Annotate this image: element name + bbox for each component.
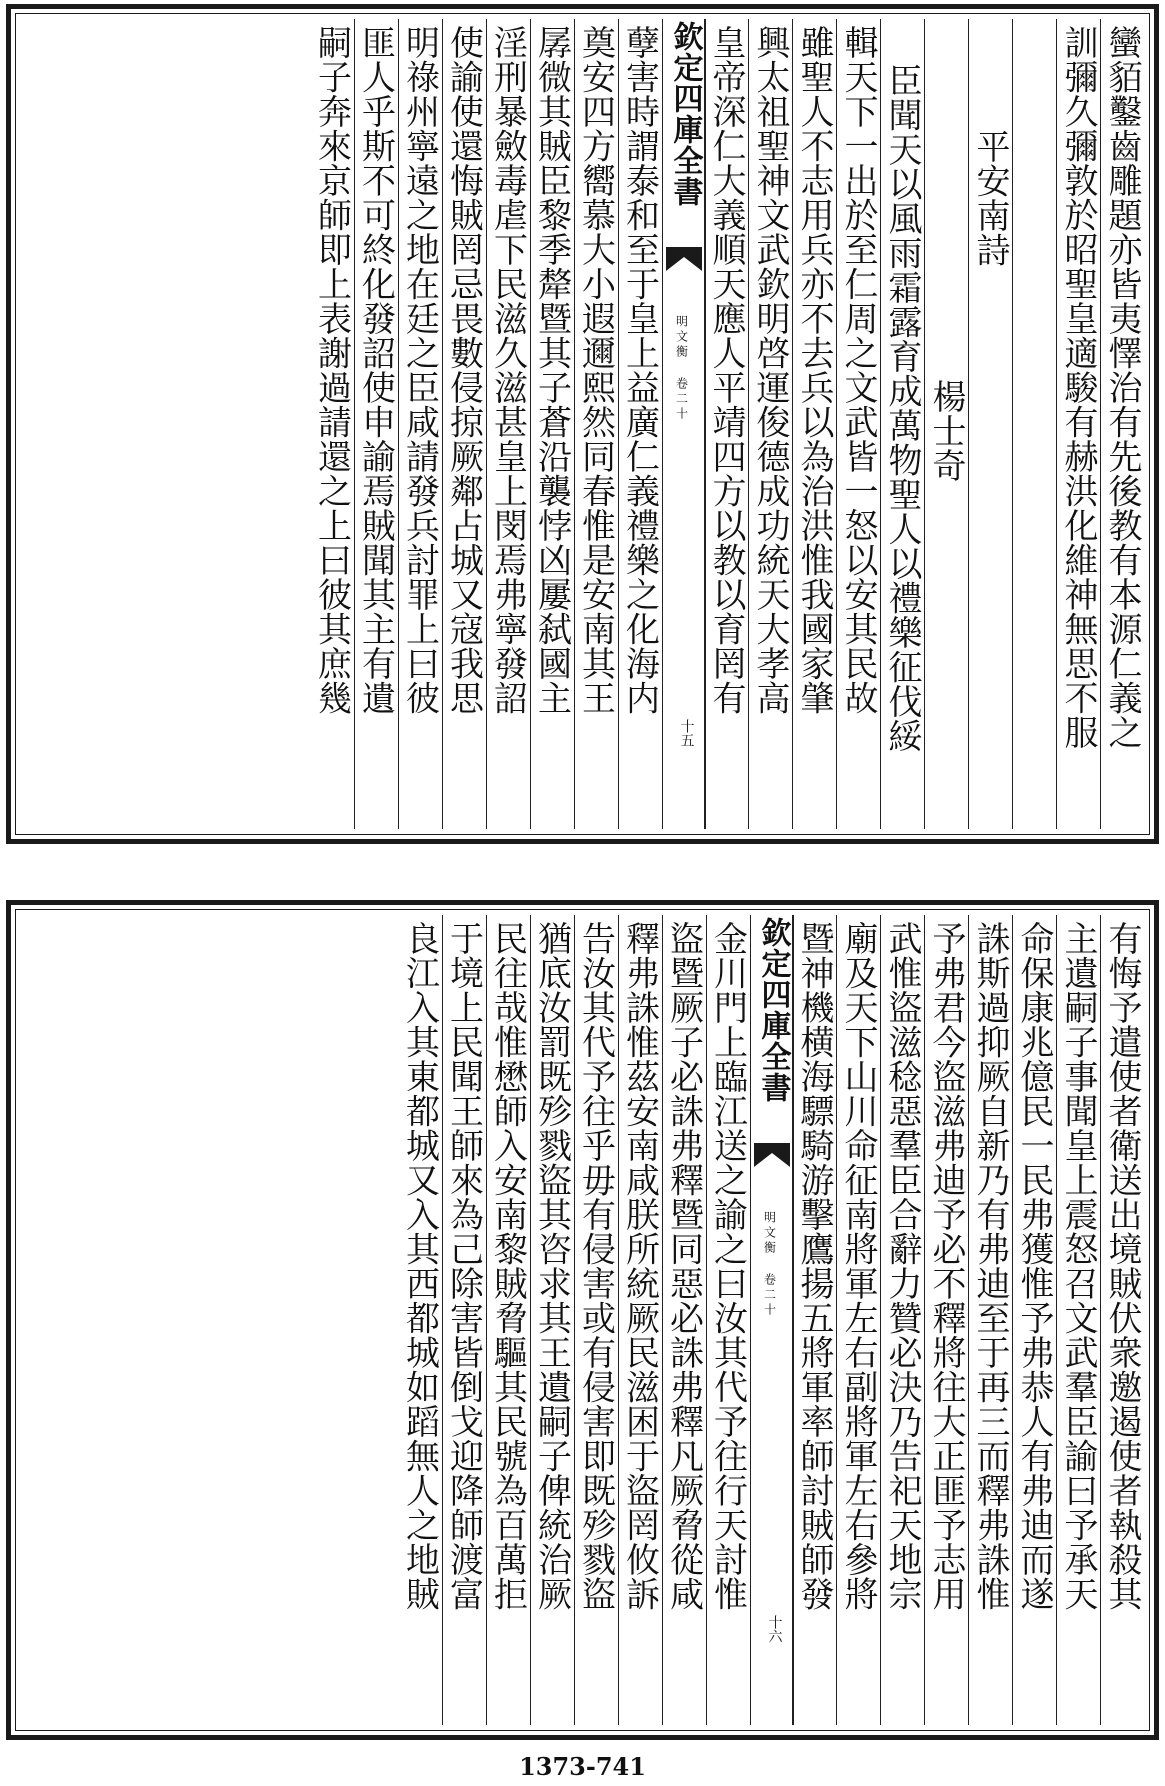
spine-folio: 十六: [766, 1615, 783, 1643]
page-reference-number: 1373-741: [519, 1752, 646, 1781]
text-column: 有悔予遣使者衛送出境賊伏衆邀遏使者執殺其: [1100, 915, 1144, 1725]
text-column: 盜暨厥子必誅弗釋暨同惡必誅弗釋凡厥脅從咸: [662, 915, 706, 1725]
text-column: 告汝其代予往乎毋有侵害或有侵害即既殄戮盜: [574, 915, 618, 1725]
bottom-page-columns: [21, 915, 1144, 1725]
text-column: 嗣子奔來京師即上表謝過請還之上曰彼其庶幾: [311, 25, 352, 715]
text-column: 匪人乎斯不可終化發詔使申諭焉賊聞其主有遺: [354, 19, 398, 829]
text-column: 暨神機横海驃騎游擊鷹揚五將軍率師討賊師發: [792, 915, 836, 1725]
blank-column: [1012, 19, 1056, 829]
text-column: 明祿州寧遠之地在廷之臣咸請發兵討罪上曰彼: [398, 19, 442, 829]
text-column: 孽害時謂泰和至于皇上益廣仁義禮樂之化海内: [618, 19, 662, 829]
author-name: 楊士奇: [924, 19, 968, 829]
text-column: 輯天下一出於至仁周之文武皆一怒以安其民故: [836, 19, 880, 829]
text-column: 孱微其賊臣黎季犛暨其子蒼沿襲悖凶屢弑國主: [530, 19, 574, 829]
fish-tail-mark-icon: [666, 247, 702, 271]
text-column: 釋弗誅惟茲安南咸朕所統厥民滋困于盜罔攸訴: [618, 915, 662, 1725]
page-spine: [750, 915, 794, 1725]
spine-title: 欽定四庫全書: [667, 21, 703, 207]
text-column: 淫刑暴斂毒虐下民滋久滋甚皇上閔焉弗寧發詔: [486, 19, 530, 829]
spine-folio: 十五: [678, 719, 695, 747]
text-column: 奠安四方嚮慕大小遐邇熙然同春惟是安南其王: [574, 19, 618, 829]
fish-tail-mark-icon: [754, 1143, 790, 1167]
text-column: 興太祖聖神文武欽明啓運俊德成功統天大孝高: [748, 19, 792, 829]
text-column: 誅斯過抑厥自新乃有弗迪至于再三而釋弗誅惟: [968, 915, 1012, 1725]
text-column: 武惟盜滋稔惡羣臣合辭力贊必決乃告祀天地宗: [880, 915, 924, 1725]
text-column: 良江入其東都城又入其西都城如蹈無人之地賊: [399, 921, 440, 1611]
spine-volume: 卷二十: [762, 1273, 777, 1318]
text-column: 猶底汝罰既殄戮盜其咨求其王遺嗣子俾統治厥: [530, 915, 574, 1725]
text-column: 廟及天下山川命征南將軍左右副將軍左右參將: [836, 915, 880, 1725]
text-column: 命保康兆億民一民弗獲惟予弗恭人有弗迪而遂: [1012, 915, 1056, 1725]
text-column: 金川門上臨江送之諭之曰汝其代予往行天討惟: [706, 915, 750, 1725]
text-column: 于境上民聞王師來為己除害皆倒戈迎降師渡富: [442, 915, 486, 1725]
spine-book: 明文衡: [762, 1211, 777, 1256]
text-column: 蠻貊鑿齒雕題亦皆夷懌治有先後教有本源仁義之: [1100, 19, 1144, 829]
text-column: 雖聖人不志用兵亦不去兵以為治洪惟我國家肇: [792, 19, 836, 829]
text-column: 予弗君今盜滋弗迪予必不釋將往大正匪予志用: [924, 915, 968, 1725]
spine-volume: 卷二十: [674, 377, 689, 422]
text-column: 民往哉惟懋師入安南黎賊脅驅其民號為百萬拒: [486, 915, 530, 1725]
text-column: 主遺嗣子事聞皇上震怒召文武羣臣諭曰予承天: [1056, 915, 1100, 1725]
spine-book: 明文衡: [674, 315, 689, 360]
spine-title: 欽定四庫全書: [755, 917, 791, 1103]
bottom-page: [6, 900, 1159, 1740]
poem-title: 平安南詩: [968, 19, 1012, 829]
top-page-columns: [21, 19, 1144, 829]
text-column: 訓彌久彌敦於昭聖皇適駿有赫洪化維神無思不服: [1056, 19, 1100, 829]
text-column: 皇帝深仁大義順天應人平靖四方以教以育罔有: [704, 19, 748, 829]
text-column: 使諭使還悔賊罔忌畏數侵掠厥鄰占城又寇我思: [442, 19, 486, 829]
text-column: 臣聞天以風雨霜露育成萬物聖人以禮樂征伐綏: [880, 19, 924, 829]
top-page: [6, 4, 1159, 844]
page-spine: [662, 19, 706, 829]
